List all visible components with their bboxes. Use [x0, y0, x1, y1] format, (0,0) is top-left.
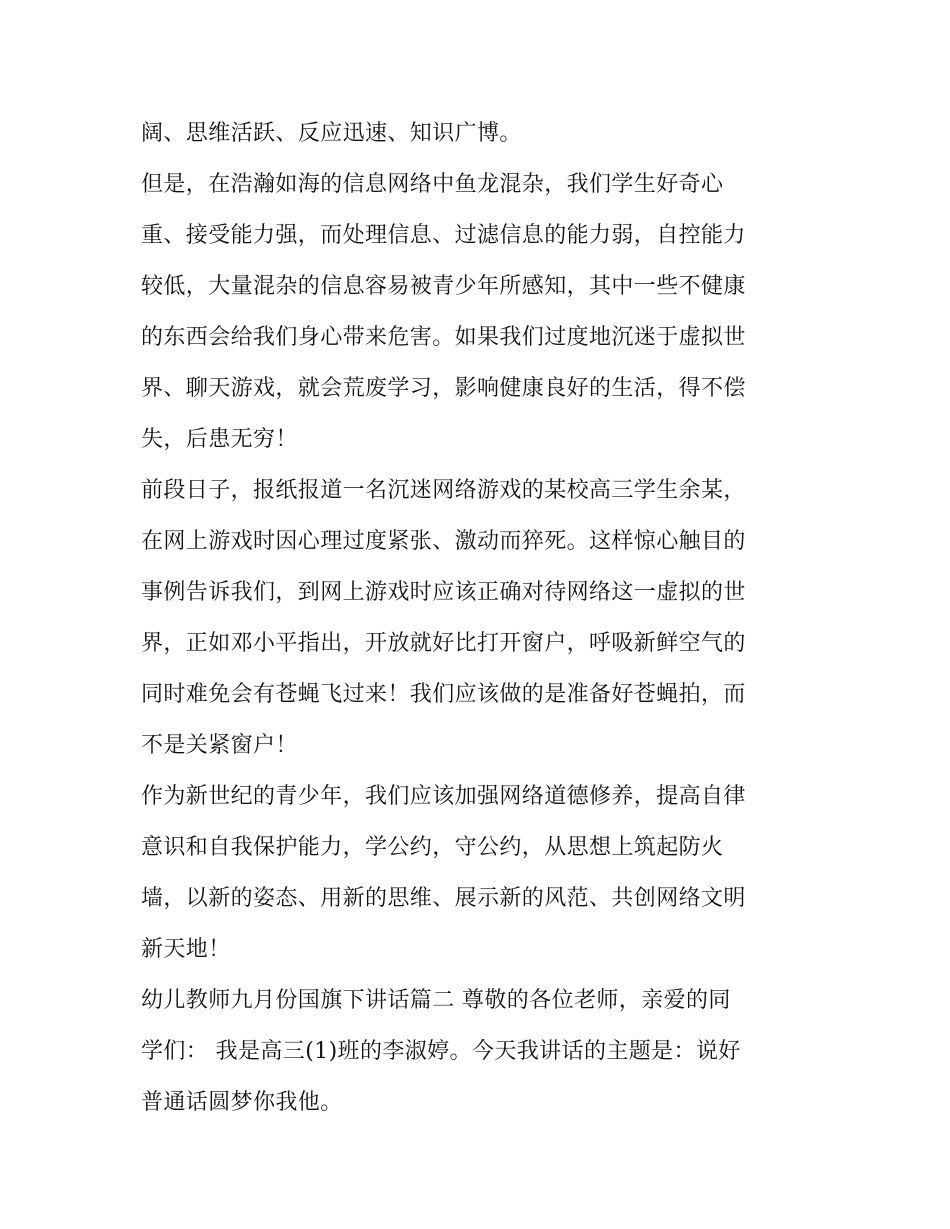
- text-line: 重、接受能力强，而处理信息、过滤信息的能力弱，自控能力: [141, 223, 746, 248]
- text-line: 学们： 我是高三(1)班的李淑婷。今天我讲话的主题是：说好: [141, 1039, 741, 1064]
- text-line: 幼儿教师九月份国旗下讲话篇二 尊敬的各位老师，亲爱的同: [141, 988, 731, 1013]
- text-line: 新天地！: [141, 937, 231, 962]
- text-line: 但是，在浩瀚如海的信息网络中鱼龙混杂，我们学生好奇心: [141, 172, 724, 197]
- text-line: 同时难免会有苍蝇飞过来！我们应该做的是准备好苍蝇拍，而: [141, 682, 746, 707]
- document-body: [141, 108, 813, 1128]
- text-line: 前段日子，报纸报道一名沉迷网络游戏的某校高三学生余某，: [141, 478, 746, 503]
- text-line: 的东西会给我们身心带来危害。如果我们过度地沉迷于虚拟世: [141, 325, 746, 350]
- text-line: 阔、思维活跃、反应迅速、知识广博。: [141, 121, 522, 146]
- text-line: 不是关紧窗户！: [141, 733, 298, 758]
- text-line: 界、聊天游戏，就会荒废学习，影响健康良好的生活，得不偿: [141, 376, 746, 401]
- text-line: 在网上游戏时因心理过度紧张、激动而猝死。这样惊心触目的: [141, 529, 746, 554]
- text-line: 作为新世纪的青少年，我们应该加强网络道德修养，提高自律: [141, 784, 746, 809]
- text-line: 普通话圆梦你我他。: [141, 1090, 343, 1115]
- text-line: 较低，大量混杂的信息容易被青少年所感知，其中一些不健康: [141, 274, 746, 299]
- text-line: 意识和自我保护能力，学公约，守公约，从思想上筑起防火: [141, 835, 724, 860]
- text-line: 失，后患无穷！: [141, 427, 298, 452]
- text-line: 事例告诉我们，到网上游戏时应该正确对待网络这一虚拟的世: [141, 580, 746, 605]
- text-line: 墙，以新的姿态、用新的思维、展示新的风范、共创网络文明: [141, 886, 746, 911]
- text-line: 界，正如邓小平指出，开放就好比打开窗户，呼吸新鲜空气的: [141, 631, 746, 656]
